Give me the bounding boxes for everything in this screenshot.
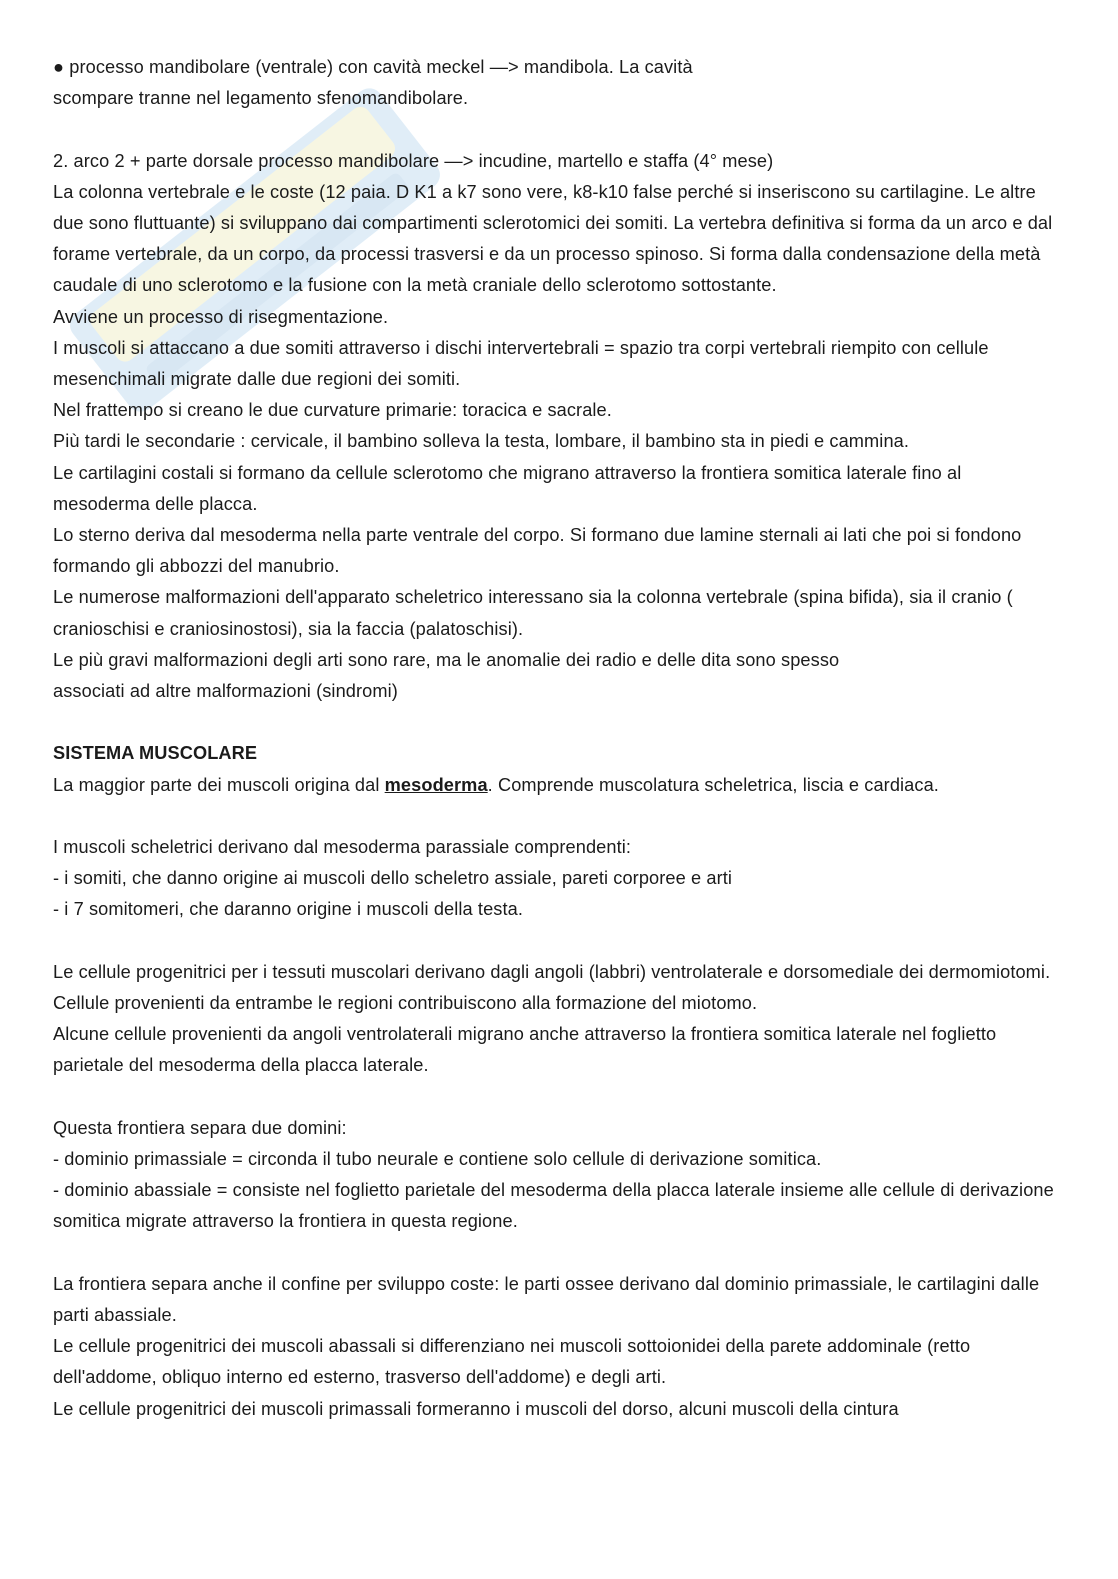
paragraph: Le cartilagini costali si formano da cellule sclerotomo che migrano attraverso la frontiera somitica laterale fino al mesoderma delle placca.: [53, 462, 962, 514]
paragraph: La frontiera separa anche il confine per sviluppo coste: le parti ossee derivano dal dominio primassiale, le cartilagini dalle parti abassiale.: [53, 1273, 1040, 1326]
paragraph: Le numerose malformazioni dell'apparato scheletrico interessano sia la colonna vertebrale (spina bifida), sia il cranio ( cranioschisi e craniosinostosi), sia la faccia (palatoschisi).: [53, 587, 1013, 639]
paragraph: La colonna vertebrale e le coste (12 paia. D K1 a k7 sono vere, k8-k10 false perché si inseriscono su cartilagine. Le altre due sono fluttuante) si sviluppano dai compartimenti sclerotomici dei somiti. La vertebra definitiva si forma da un arco e dal forame vertebrale, da un corpo, da processi trasversi e da un processo spinoso. Si forma dalla condensazione della metà caudale di uno sclerotomo e la fusione con la metà craniale dello sclerotomo sottostante.: [53, 181, 1053, 296]
paragraph: Le cellule progenitrici dei muscoli abassali si differenziano nei muscoli sottoionidei della parete addominale (retto dell'addome, obliquo interno ed esterno, trasverso dell'addome) e degli arti.: [53, 1336, 971, 1388]
paragraph: Avviene un processo di risegmentazione.: [53, 306, 389, 327]
paragraph: Questa frontiera separa due domini:: [53, 1117, 347, 1138]
paragraph: scompare tranne nel legamento sfenomandibolare.: [53, 88, 469, 109]
paragraph: Le più gravi malformazioni degli arti sono rare, ma le anomalie dei radio e delle dita sono spesso: [53, 649, 840, 670]
paragraph: Lo sterno deriva dal mesoderma nella parte ventrale del corpo. Si formano due lamine sternali ai lati che poi si fondono formando gli abbozzi del manubrio.: [53, 525, 1022, 577]
paragraph: 2. arco 2 + parte dorsale processo mandibolare —> incudine, martello e staffa (4° mese): [53, 150, 774, 171]
paragraph: Alcune cellule provenienti da angoli ventrolaterali migrano anche attraverso la frontiera somitica laterale nel foglietto parietale del mesoderma della placca laterale.: [53, 1024, 997, 1076]
intro-emphasis: mesoderma: [384, 774, 488, 795]
list-item: - dominio primassiale = circonda il tubo neurale e contiene solo cellule di derivazione somitica.: [53, 1149, 822, 1170]
paragraph: Le cellule progenitrici per i tessuti muscolari derivano dagli angoli (labbri) ventrolaterale e dorsomediale dei dermomiotomi. Cellule provenienti da entrambe le regioni contribuiscono alla formazione del miotomo.: [53, 961, 1051, 1014]
intro-before: La maggior parte dei muscoli origina dal: [53, 774, 385, 795]
paragraph: ● processo mandibolare (ventrale) con cavità meckel —> mandibola. La cavità: [53, 57, 693, 77]
intro-paragraph: [53, 770, 1063, 801]
list-item: - i 7 somitomeri, che daranno origine i muscoli della testa.: [53, 899, 523, 920]
document-page: [53, 52, 1063, 1425]
list-item: - i somiti, che danno origine ai muscoli dello scheletro assiale, pareti corporee e arti: [53, 868, 733, 889]
paragraph: associati ad altre malformazioni (sindromi): [53, 681, 398, 702]
section-heading: SISTEMA MUSCOLARE: [53, 743, 258, 764]
paragraph: Nel frattempo si creano le due curvature primarie: toracica e sacrale.: [53, 400, 612, 421]
list-item: - dominio abassiale = consiste nel foglietto parietale del mesoderma della placca laterale insieme alle cellule di derivazione somitica migrate attraverso la frontiera in questa regione.: [53, 1180, 1054, 1232]
paragraph: I muscoli scheletrici derivano dal mesoderma parassiale comprendenti:: [53, 837, 632, 858]
intro-after: . Comprende muscolatura scheletrica, liscia e cardiaca.: [487, 774, 939, 795]
paragraph: Più tardi le secondarie : cervicale, il bambino solleva la testa, lombare, il bambino sta in piedi e cammina.: [53, 431, 910, 452]
paragraph: Le cellule progenitrici dei muscoli primassali formeranno i muscoli del dorso, alcuni muscoli della cintura: [53, 1398, 899, 1419]
paragraph: I muscoli si attaccano a due somiti attraverso i dischi intervertebrali = spazio tra corpi vertebrali riempito con cellule mesenchimali migrate dalle due regioni dei somiti.: [53, 337, 989, 390]
